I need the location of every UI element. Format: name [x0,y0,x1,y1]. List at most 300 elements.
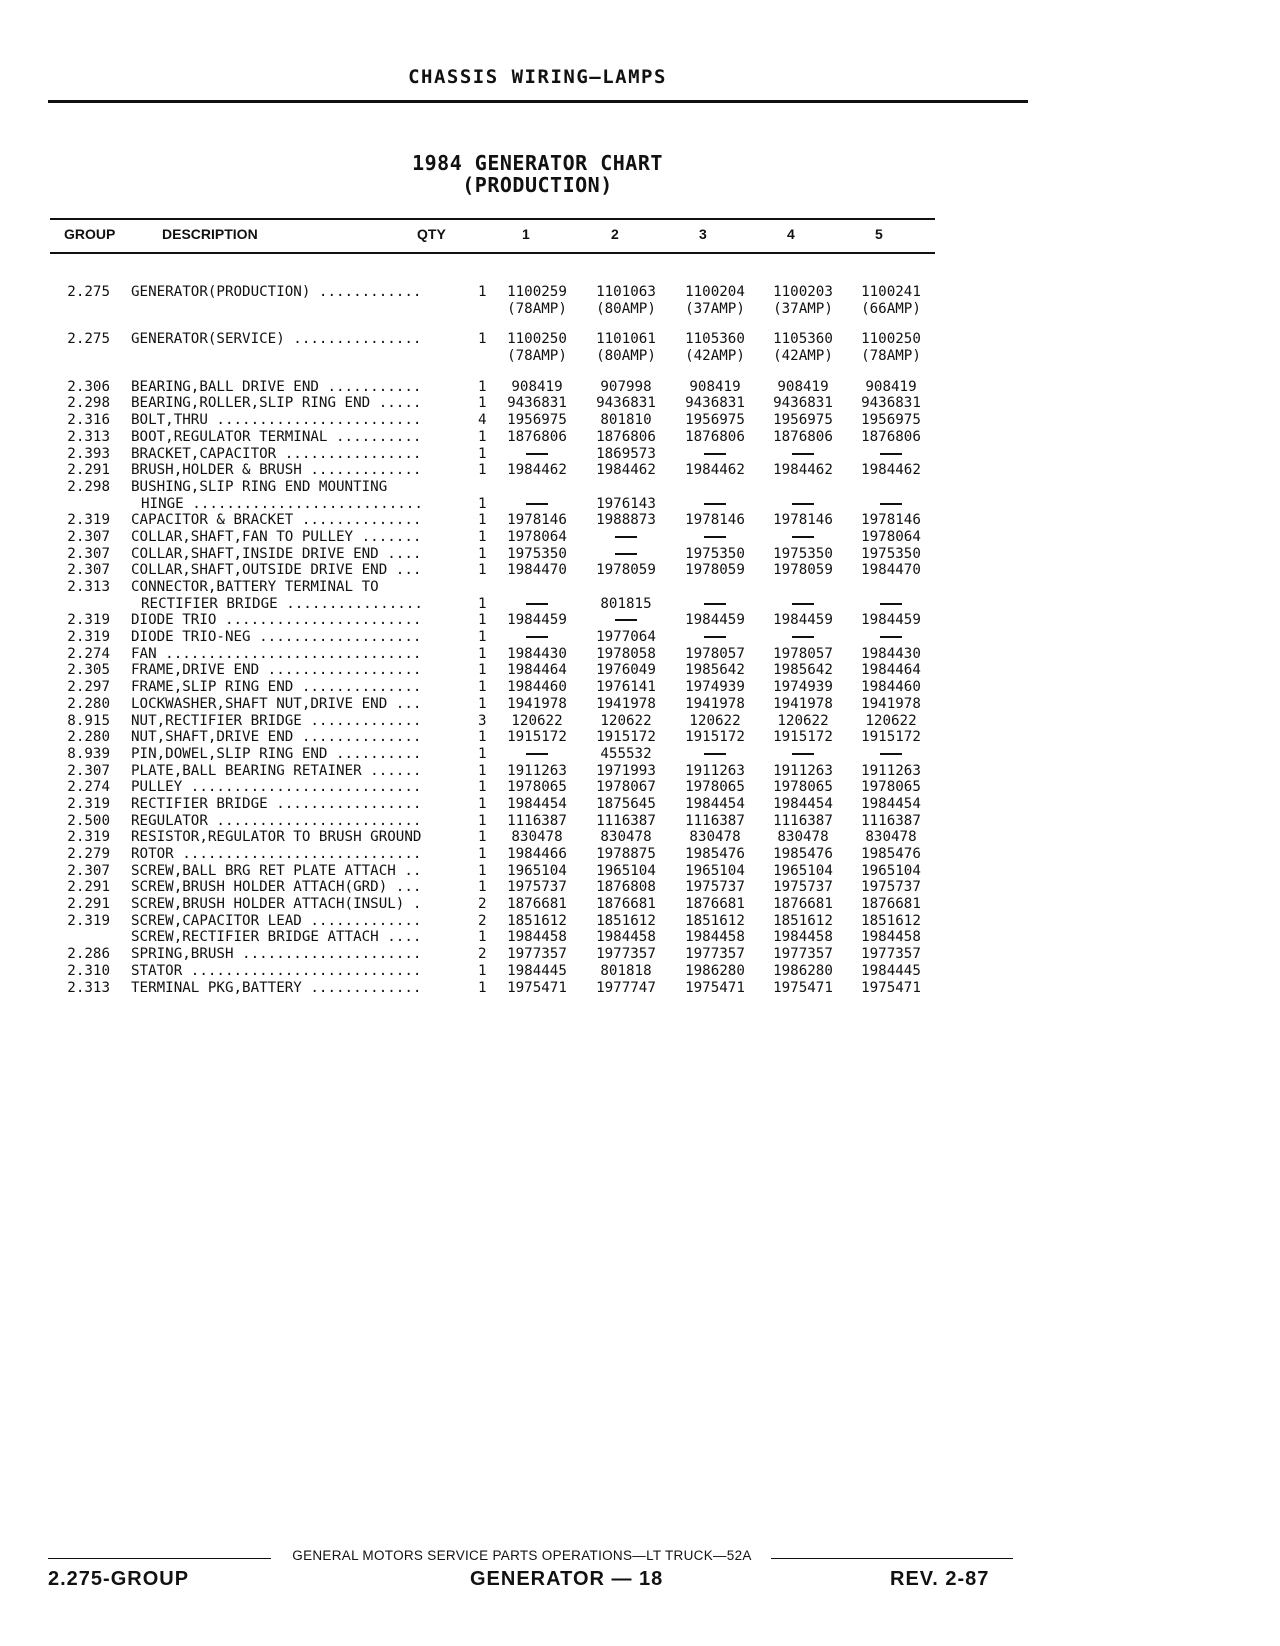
qty-cell: 1 [478,662,487,679]
footer-page-label: GENERATOR — 18 [470,1568,664,1590]
group-cell: 2.310 [67,962,110,979]
dash-mark [615,553,637,555]
part-number-cell: 1984430 [507,645,567,662]
part-number-cell: 1100203 [773,284,833,300]
part-number-cell: 1876681 [596,896,656,913]
dash-mark [526,503,548,505]
part-number-cell: 120622 [777,712,829,729]
part-number-cell: 1876681 [685,896,745,913]
description-cell: NUT,RECTIFIER BRIDGE ............. [131,712,422,729]
part-number-cell: 1984454 [773,795,833,812]
part-number-cell: 1984462 [685,462,745,479]
part-number-cell: 120622 [689,712,741,729]
description-cell: PLATE,BALL BEARING RETAINER ...... [131,762,422,779]
col-group-header: GROUP [64,226,116,242]
group-cell: 2.286 [67,946,110,963]
part-number-cell: 1876806 [685,428,745,445]
empty-dash-cell [848,629,934,646]
table-row [50,462,935,479]
qty-cell: 1 [478,284,487,300]
col-description-header: DESCRIPTION [162,226,258,242]
part-number-cell: 1984458 [861,929,921,946]
part-number-cell: 1984460 [861,679,921,696]
col-3-header: 3 [699,226,707,242]
group-cell: 2.313 [67,579,110,595]
dash-mark [526,753,548,755]
description-cell: GENERATOR(SERVICE) ............... [131,331,422,348]
group-cell: 8.915 [67,712,110,729]
group-cell: 2.274 [67,645,110,662]
description-cell: COLLAR,SHAFT,FAN TO PULLEY ....... [131,528,422,545]
part-number-cell: 1100250 [861,331,921,348]
part-number-cell: 1984445 [861,962,921,979]
part-number-cell: 1100241 [861,284,921,300]
part-number-cell: 1911263 [773,762,833,779]
table-row [50,429,935,446]
qty-cell: 1 [478,862,487,879]
part-number-cell: 1116387 [685,812,745,829]
part-number-cell: 1956975 [861,412,921,429]
part-number-cell: 1876681 [773,896,833,913]
part-number-cell: 1975471 [861,979,921,996]
qty-cell: 1 [478,595,487,612]
group-cell: 2.500 [67,812,110,829]
part-number-cell: 1984458 [507,929,567,946]
group-cell: 2.307 [67,562,110,579]
part-number-cell: 1975350 [861,545,921,562]
description-cell: STATOR ........................... [131,962,422,979]
page-header: CHASSIS WIRING—LAMPS [408,66,667,88]
table-row [50,348,935,365]
empty-dash-cell [848,496,934,513]
part-number-cell: 1876806 [773,428,833,445]
part-number-cell: 908419 [777,378,829,395]
dash-mark [526,603,548,605]
part-number-cell: 1978057 [773,645,833,662]
part-number-cell: 1941978 [685,695,745,712]
part-number-cell: 9436831 [596,395,656,412]
part-number-cell: 1965104 [773,862,833,879]
table-row [50,729,935,746]
empty-dash-cell [672,529,758,546]
description-cell: BUSHING,SLIP RING END MOUNTING [131,478,388,495]
table-row [50,779,935,796]
table-row [50,562,935,579]
table-row [50,301,935,318]
part-number-cell: 120622 [865,712,917,729]
qty-cell: 1 [478,762,487,779]
dash-mark [880,453,902,455]
part-number-cell: 1976143 [596,495,656,512]
empty-dash-cell [494,629,580,646]
description-cell: DIODE TRIO ....................... [131,612,422,629]
group-cell: 2.307 [67,762,110,779]
part-number-cell: 1984459 [861,612,921,629]
dash-mark [704,453,726,455]
parts-table-body [50,270,935,996]
part-number-cell: 1100250 [507,331,567,348]
empty-dash-cell [494,446,580,463]
description-cell: SCREW,RECTIFIER BRIDGE ATTACH .... [131,929,422,946]
part-number-cell: 9436831 [773,395,833,412]
qty-cell: 1 [478,979,487,996]
col-2-header: 2 [611,226,619,242]
dash-mark [792,636,814,638]
qty-cell: 1 [478,395,487,412]
part-number-cell: 1978059 [685,562,745,579]
col-4-header: 4 [787,226,795,242]
part-number-cell: 1978059 [773,562,833,579]
table-row [50,980,935,997]
part-number-cell: 1978065 [685,779,745,796]
qty-cell: 1 [478,331,487,348]
part-number-cell: 455532 [600,745,652,762]
table-row [50,913,935,930]
table-row [50,284,935,301]
empty-dash-cell [760,596,846,613]
part-number-cell: 907998 [600,378,652,395]
part-number-cell: (37AMP) [685,300,745,317]
part-number-cell: 1941978 [861,695,921,712]
chart-title-line1: 1984 GENERATOR CHART [412,151,663,175]
part-number-cell: 1978064 [507,528,567,545]
group-cell: 2.319 [67,912,110,929]
table-row [50,896,935,913]
part-number-cell: 1876681 [861,896,921,913]
dash-mark [704,536,726,538]
part-number-cell: 1984459 [773,612,833,629]
part-number-cell: (80AMP) [596,300,656,317]
table-row [50,446,935,463]
part-number-cell: 1965104 [685,862,745,879]
qty-cell: 1 [478,562,487,579]
part-number-cell: (78AMP) [507,348,567,365]
qty-cell: 2 [478,896,487,913]
description-cell: GENERATOR(PRODUCTION) ............ [131,284,422,300]
group-cell: 2.319 [67,795,110,812]
group-cell: 2.316 [67,412,110,429]
description-cell: NUT,SHAFT,DRIVE END .............. [131,729,422,746]
part-number-cell: (78AMP) [507,300,567,317]
qty-cell: 1 [478,679,487,696]
group-cell: 2.307 [67,545,110,562]
part-number-cell: 1116387 [596,812,656,829]
part-number-cell: 1978146 [685,512,745,529]
dash-mark [792,536,814,538]
part-number-cell: 1978057 [685,645,745,662]
part-number-cell: 1978067 [596,779,656,796]
group-cell: 2.298 [67,478,110,495]
part-number-cell: 1984462 [596,462,656,479]
table-header-rule-top [50,218,935,220]
part-number-cell: 1984445 [507,962,567,979]
part-number-cell: 9436831 [685,395,745,412]
part-number-cell: 9436831 [861,395,921,412]
group-cell: 2.307 [67,862,110,879]
empty-dash-cell [848,596,934,613]
table-row [50,963,935,980]
part-number-cell: 1965104 [861,862,921,879]
chart-title-line2: (PRODUCTION) [462,173,613,197]
dash-mark [880,753,902,755]
dash-mark [880,503,902,505]
description-cell: BOLT,THRU ........................ [131,412,422,429]
part-number-cell: 1915172 [861,729,921,746]
group-cell: 2.279 [67,846,110,862]
qty-cell: 1 [478,445,487,462]
part-number-cell: 1851612 [596,912,656,929]
part-number-cell: 1105360 [685,331,745,348]
empty-dash-cell [672,496,758,513]
group-cell: 2.313 [67,428,110,445]
table-row [50,479,935,496]
dash-mark [704,636,726,638]
table-row [50,763,935,780]
description-cell: CAPACITOR & BRACKET .............. [131,512,422,529]
empty-dash-cell [583,529,669,546]
part-number-cell: 1978875 [596,846,656,862]
part-number-cell: 1975737 [507,879,567,896]
part-number-cell: 1977064 [596,629,656,646]
part-number-cell: 1965104 [596,862,656,879]
part-number-cell: (80AMP) [596,348,656,365]
group-cell: 2.291 [67,896,110,913]
qty-cell: 1 [478,779,487,796]
part-number-cell: 1984466 [507,846,567,862]
part-number-cell: 908419 [865,378,917,395]
empty-dash-cell [760,629,846,646]
part-number-cell: 1984470 [861,562,921,579]
table-row [50,813,935,830]
dash-mark [615,619,637,621]
group-cell: 2.280 [67,695,110,712]
part-number-cell: 1974939 [685,679,745,696]
table-row [50,696,935,713]
description-cell: FRAME,SLIP RING END .............. [131,679,422,696]
part-number-cell: (66AMP) [861,300,921,317]
part-number-cell: 1978065 [861,779,921,796]
part-number-cell: 1984459 [685,612,745,629]
part-number-cell: 1984462 [861,462,921,479]
table-row [50,629,935,646]
part-number-cell: 120622 [600,712,652,729]
qty-cell: 1 [478,378,487,395]
description-cell: BRACKET,CAPACITOR ................ [131,445,422,462]
part-number-cell: 1984462 [773,462,833,479]
group-cell: 2.307 [67,528,110,545]
table-row [50,379,935,396]
part-number-cell: 830478 [511,829,563,846]
table-row [50,512,935,529]
table-row [50,796,935,813]
description-cell: PIN,DOWEL,SLIP RING END .......... [131,745,422,762]
group-cell: 2.319 [67,512,110,529]
qty-cell: 1 [478,495,487,512]
description-cell: RECTIFIER BRIDGE ................ [141,595,423,612]
part-number-cell: 1976141 [596,679,656,696]
part-number-cell: 1978059 [596,562,656,579]
part-number-cell: 1985476 [685,846,745,862]
dash-mark [704,503,726,505]
description-cell: SCREW,BALL BRG RET PLATE ATTACH .. [131,862,422,879]
description-cell: SCREW,CAPACITOR LEAD ............. [131,912,422,929]
part-number-cell: 1105360 [773,331,833,348]
description-cell: LOCKWASHER,SHAFT NUT,DRIVE END ... [131,695,422,712]
part-number-cell: 1975737 [685,879,745,896]
part-number-cell: 1915172 [596,729,656,746]
part-number-cell: 1915172 [507,729,567,746]
description-cell: ROTOR ............................ [131,846,422,862]
part-number-cell: 1976049 [596,662,656,679]
part-number-cell: 1101061 [596,331,656,348]
part-number-cell: 1975471 [773,979,833,996]
header-rule [48,100,1028,103]
part-number-cell: 830478 [865,829,917,846]
part-number-cell: 1956975 [507,412,567,429]
qty-cell: 1 [478,829,487,846]
table-row [50,662,935,679]
group-cell: 2.291 [67,879,110,896]
description-cell: TERMINAL PKG,BATTERY ............. [131,979,422,996]
part-number-cell: 1984454 [861,795,921,812]
part-number-cell: 1977357 [596,946,656,963]
empty-dash-cell [583,612,669,629]
description-cell: SPRING,BRUSH ..................... [131,946,422,963]
group-cell: 2.291 [67,462,110,479]
dash-mark [792,753,814,755]
qty-cell: 3 [478,712,487,729]
part-number-cell: 1978146 [507,512,567,529]
part-number-cell: 1977357 [507,946,567,963]
table-row [50,846,935,863]
chart-title [0,152,1075,196]
group-cell: 2.274 [67,779,110,796]
description-cell: RESISTOR,REGULATOR TO BRUSH GROUND [131,829,422,846]
footer-ops-line [48,1548,1013,1564]
description-cell: COLLAR,SHAFT,OUTSIDE DRIVE END ... [131,562,422,579]
qty-cell: 2 [478,946,487,963]
dash-mark [792,603,814,605]
part-number-cell: 1986280 [773,962,833,979]
table-row [50,412,935,429]
part-number-cell: 1876806 [596,428,656,445]
part-number-cell: 1911263 [507,762,567,779]
part-number-cell: 1975471 [507,979,567,996]
table-row [50,612,935,629]
group-cell: 8.939 [67,745,110,762]
empty-dash-cell [494,746,580,763]
description-cell: SCREW,BRUSH HOLDER ATTACH(GRD) ... [131,879,422,896]
group-cell: 2.305 [67,662,110,679]
part-number-cell: 1851612 [861,912,921,929]
part-number-cell: 1975350 [685,545,745,562]
table-row [50,496,935,513]
empty-dash-cell [760,496,846,513]
qty-cell: 1 [478,528,487,545]
part-number-cell: 1985476 [861,846,921,862]
empty-dash-cell [848,746,934,763]
part-number-cell: 1978058 [596,645,656,662]
part-number-cell: 1116387 [507,812,567,829]
qty-cell: 2 [478,912,487,929]
qty-cell: 1 [478,645,487,662]
part-number-cell: 120622 [511,712,563,729]
qty-cell: 1 [478,428,487,445]
part-number-cell: (42AMP) [773,348,833,365]
empty-dash-cell [672,629,758,646]
part-number-cell: 908419 [689,378,741,395]
group-cell: 2.280 [67,729,110,746]
part-number-cell: 1977357 [861,946,921,963]
qty-cell: 1 [478,545,487,562]
qty-cell: 1 [478,612,487,629]
part-number-cell: 1985476 [773,846,833,862]
dash-mark [704,753,726,755]
part-number-cell: 1956975 [773,412,833,429]
table-row [50,879,935,896]
empty-dash-cell [672,746,758,763]
part-number-cell: 1869573 [596,445,656,462]
part-number-cell: 1984459 [507,612,567,629]
footer-revision: REV. 2-87 [890,1568,990,1590]
part-number-cell: 830478 [600,829,652,846]
table-row [50,596,935,613]
part-number-cell: 1975737 [861,879,921,896]
part-number-cell: 1941978 [596,695,656,712]
part-number-cell: 1911263 [685,762,745,779]
part-number-cell: 1978065 [773,779,833,796]
part-number-cell: 1974939 [773,679,833,696]
dash-mark [792,503,814,505]
part-number-cell: 1978064 [861,528,921,545]
part-number-cell: 1984470 [507,562,567,579]
empty-dash-cell [760,529,846,546]
footer-rule-left [48,1558,271,1559]
description-cell: SCREW,BRUSH HOLDER ATTACH(INSUL) . [131,896,422,913]
part-number-cell: 1876808 [596,879,656,896]
part-number-cell: 830478 [777,829,829,846]
table-row [50,746,935,763]
part-number-cell: 1977747 [596,979,656,996]
table-header [50,226,935,246]
table-row [50,946,935,963]
part-number-cell: (78AMP) [861,348,921,365]
table-row [50,331,935,348]
empty-dash-cell [760,746,846,763]
description-cell: PULLEY ........................... [131,779,422,796]
part-number-cell: 1984462 [507,462,567,479]
qty-cell: 1 [478,795,487,812]
part-number-cell: 1984464 [507,662,567,679]
part-number-cell: 1941978 [773,695,833,712]
dash-mark [792,453,814,455]
description-cell: RECTIFIER BRIDGE ................. [131,795,422,812]
group-cell: 2.319 [67,829,110,846]
table-row [50,713,935,730]
part-number-cell: 1977357 [685,946,745,963]
part-number-cell: 1100204 [685,284,745,300]
table-row [50,646,935,663]
table-row [50,395,935,412]
part-number-cell: 1851612 [507,912,567,929]
part-number-cell: 908419 [511,378,563,395]
part-number-cell: 1851612 [685,912,745,929]
part-number-cell: (42AMP) [685,348,745,365]
part-number-cell: 1977357 [773,946,833,963]
qty-cell: 1 [478,745,487,762]
empty-dash-cell [760,446,846,463]
qty-cell: 1 [478,462,487,479]
